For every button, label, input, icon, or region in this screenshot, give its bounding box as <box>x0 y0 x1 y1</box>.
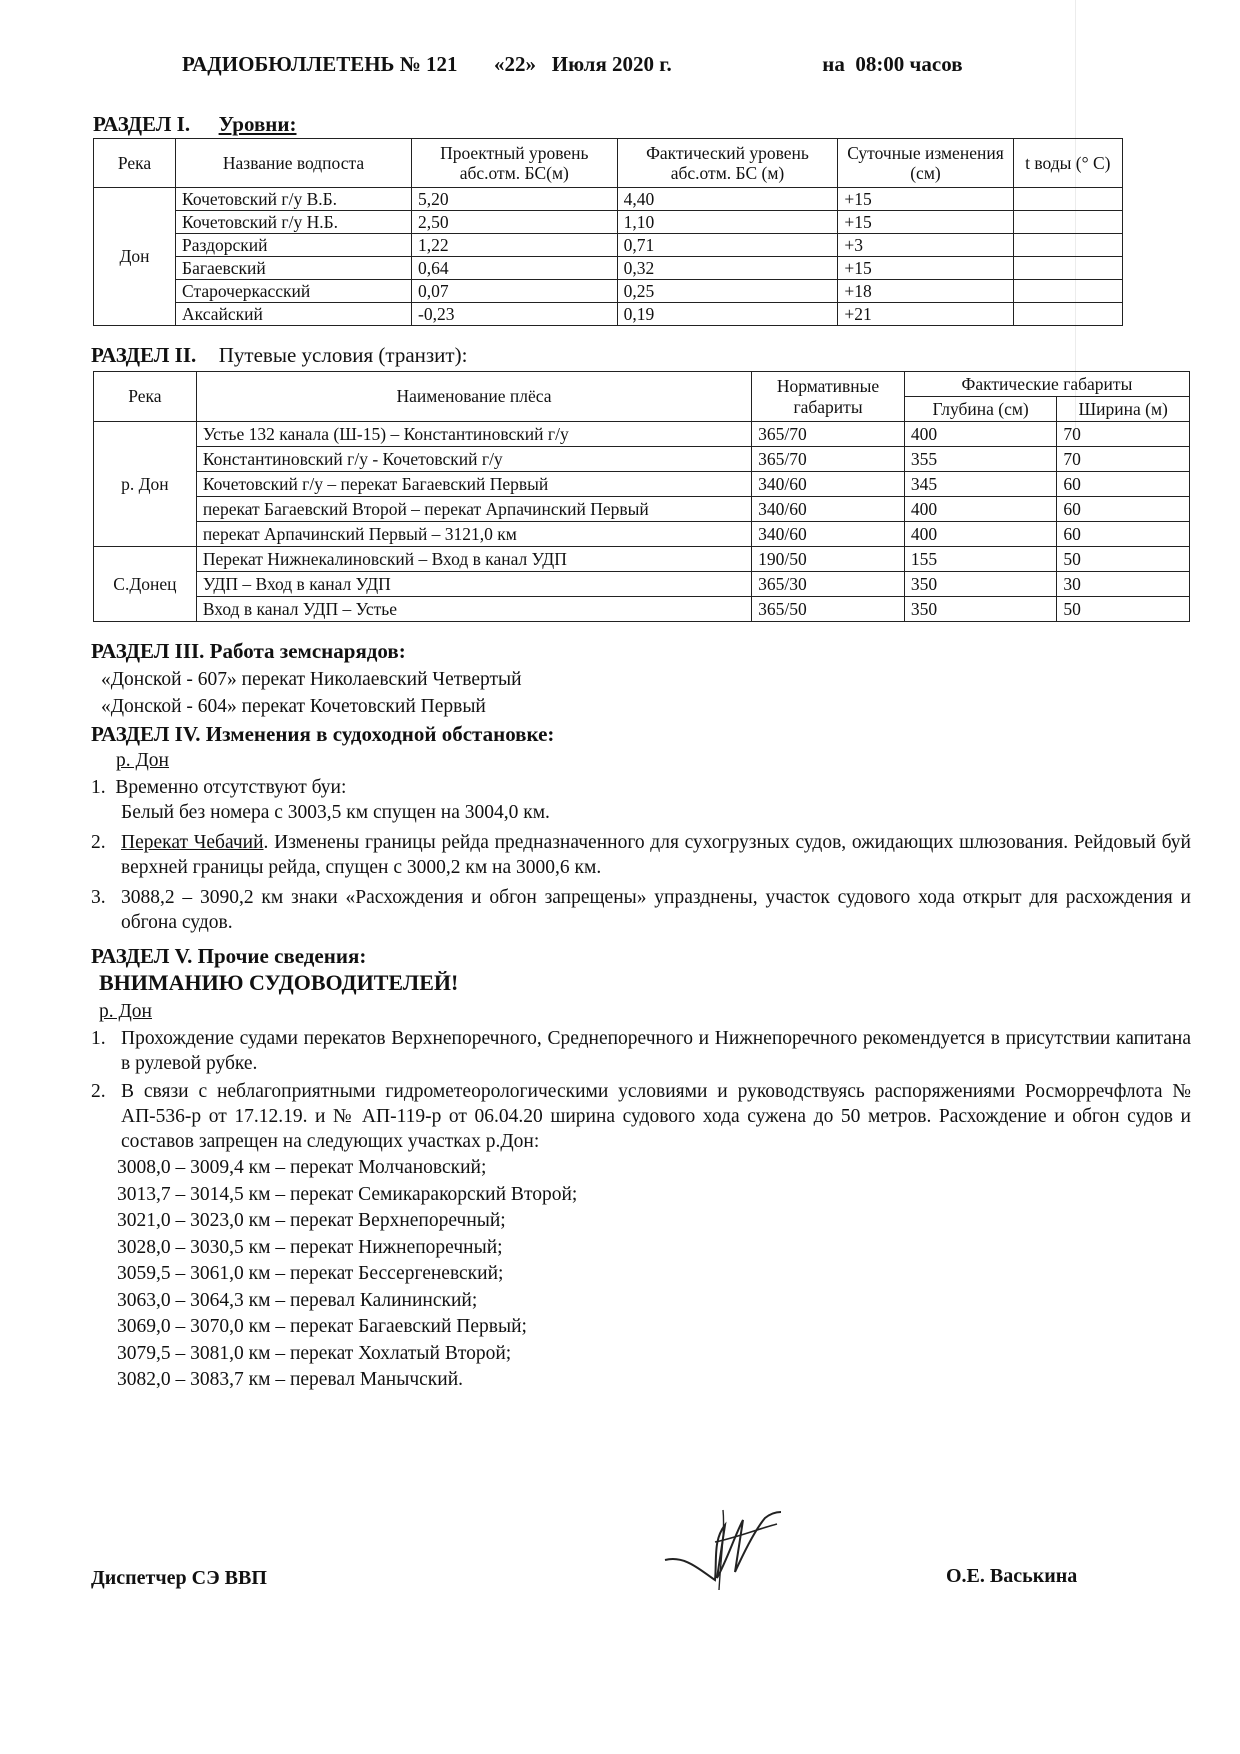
width-cell: 60 <box>1057 522 1190 547</box>
stretch-cell: перекат Арпачинский Первый – 3121,0 км <box>196 522 751 547</box>
levels-col-temp: t воды (° С) <box>1013 139 1122 188</box>
post-cell: Кочетовский г/у Н.Б. <box>176 211 412 234</box>
dredger-list <box>101 666 522 720</box>
depth-cell: 400 <box>904 422 1056 447</box>
norm-cell: 365/30 <box>752 572 905 597</box>
levels-header-row <box>94 139 1123 188</box>
list-item: 3028,0 – 3030,5 км – перекат Нижнепоречный; <box>117 1236 503 1258</box>
list-item: 3008,0 – 3009,4 км – перекат Молчановский; <box>117 1157 487 1178</box>
actual-cell: 0,19 <box>617 303 838 326</box>
change-cell: +15 <box>838 257 1013 280</box>
transit-river-cell: р. Дон <box>94 422 197 547</box>
table-row <box>94 422 1190 447</box>
stretch-cell: Константиновский г/у - Кочетовский г/у <box>196 447 751 472</box>
stretch-cell: Перекат Нижнекалиновский – Вход в канал УДП <box>196 547 751 572</box>
section3-title: РАЗДЕЛ III. Работа земснарядов: <box>91 639 406 663</box>
table-row <box>94 188 1123 211</box>
transit-col-depth: Глубина (см) <box>904 397 1056 422</box>
table-row <box>94 547 1190 572</box>
item-text: 3088,2 – 3090,2 км знаки «Расхождения и обгон запрещены» упразднены, участок судового хода открыт для расхождения и обгона судов. <box>121 887 1191 933</box>
list-item: 3013,7 – 3014,5 км – перекат Семикаракорский Второй; <box>117 1183 578 1205</box>
width-cell: 50 <box>1057 597 1190 622</box>
post-cell: Багаевский <box>176 257 412 280</box>
list-item: 3069,0 – 3070,0 км – перекат Багаевский Первый; <box>117 1316 527 1337</box>
norm-cell: 365/70 <box>752 447 905 472</box>
post-cell: Старочеркасский <box>176 280 412 303</box>
signature-position: Диспетчер СЭ ВВП <box>91 1567 267 1589</box>
depth-cell: 350 <box>904 597 1056 622</box>
norm-cell: 365/50 <box>752 597 905 622</box>
actual-cell: 0,71 <box>617 234 838 257</box>
item-number: 3. <box>91 887 106 908</box>
item-number: 2. <box>91 832 106 853</box>
stretch-cell: Устье 132 канала (Ш-15) – Константиновский г/у <box>196 422 751 447</box>
table-row <box>94 234 1123 257</box>
post-cell: Раздорский <box>176 234 412 257</box>
section1-title: РАЗДЕЛ I. <box>93 112 191 136</box>
table-row <box>94 303 1123 326</box>
temp-cell <box>1013 188 1122 211</box>
project-cell: 5,20 <box>412 188 618 211</box>
list-item: «Донской - 607» перекат Николаевский Четвертый <box>101 669 522 690</box>
section4-item1-text: Белый без номера с 3003,5 км спущен на 3004,0 км. <box>121 802 550 823</box>
table-row <box>94 280 1123 303</box>
section1-subtitle: Уровни: <box>218 112 297 136</box>
norm-cell: 340/60 <box>752 522 905 547</box>
bulletin-time: на 08:00 часов <box>822 52 963 76</box>
stretch-cell: УДП – Вход в канал УДП <box>196 572 751 597</box>
depth-cell: 400 <box>904 497 1056 522</box>
width-cell: 70 <box>1057 422 1190 447</box>
table-row <box>94 597 1190 622</box>
section4-item3 <box>91 885 1191 935</box>
table-row <box>94 447 1190 472</box>
section2-heading <box>91 343 467 368</box>
transit-col-river: Река <box>94 372 197 422</box>
transit-col-normative: Нормативные габариты <box>752 372 905 422</box>
norm-cell: 365/70 <box>752 422 905 447</box>
width-cell: 60 <box>1057 497 1190 522</box>
restricted-stretches-list <box>91 1155 1191 1394</box>
width-cell: 30 <box>1057 572 1190 597</box>
item-text: В связи с неблагоприятными гидрометеорологическими условиями и руководствуясь распоряжениями Росморречфлота № АП-536-р от 17.12.19. и № АП-119-р от 06.04.20 ширина судового хода сужена до 50 метров. Расхождение и обгон судов и составов запрещен на следующих участках р.Дон: <box>121 1081 1191 1152</box>
levels-col-change: Суточные изменения (см) <box>838 139 1013 188</box>
table-row <box>94 572 1190 597</box>
stretch-cell: перекат Багаевский Второй – перекат Арпачинский Первый <box>196 497 751 522</box>
section4-items <box>91 775 1191 935</box>
norm-cell: 190/50 <box>752 547 905 572</box>
item-text: Прохождение судами перекатов Верхнепоречного, Среднепоречного и Нижнепоречного рекомендуется в присутствии капитана в рулевой рубке. <box>121 1028 1191 1074</box>
item-body: . Изменены границы рейда предназначенного для сухогрузных судов, ожидающих шлюзования. Рейдовый буй верхней границы рейда, спущен с 3000,2 км на 3000,6 км. <box>121 832 1191 878</box>
bulletin-title: РАДИОБЮЛЛЕТЕНЬ № 121 <box>182 52 458 76</box>
section4-item2 <box>91 830 1191 880</box>
depth-cell: 155 <box>904 547 1056 572</box>
section5-item2 <box>91 1079 1191 1154</box>
depth-cell: 350 <box>904 572 1056 597</box>
levels-col-project: Проектный уровень абс.отм. БС(м) <box>412 139 618 188</box>
section4-title: РАЗДЕЛ IV. Изменения в судоходной обстановке: <box>91 722 555 746</box>
project-cell: 1,22 <box>412 234 618 257</box>
change-cell: +15 <box>838 211 1013 234</box>
change-cell: +15 <box>838 188 1013 211</box>
depth-cell: 345 <box>904 472 1056 497</box>
norm-cell: 340/60 <box>752 497 905 522</box>
change-cell: +3 <box>838 234 1013 257</box>
depth-cell: 355 <box>904 447 1056 472</box>
transit-col-stretch: Наименование плёса <box>196 372 751 422</box>
transit-col-width: Ширина (м) <box>1057 397 1190 422</box>
actual-cell: 0,32 <box>617 257 838 280</box>
temp-cell <box>1013 257 1122 280</box>
list-item: 3059,5 – 3061,0 км – перекат Бессергеневский; <box>117 1263 504 1284</box>
table-row <box>94 472 1190 497</box>
temp-cell <box>1013 303 1122 326</box>
transit-header-row <box>94 372 1190 397</box>
list-item: 3021,0 – 3023,0 км – перекат Верхнепоречный; <box>117 1210 506 1231</box>
section4-item1-title: 1. Временно отсутствуют буи: <box>91 777 347 798</box>
item-number: 2. <box>91 1081 106 1102</box>
levels-col-actual: Фактический уровень абс.отм. БС (м) <box>617 139 838 188</box>
change-cell: +18 <box>838 280 1013 303</box>
project-cell: 0,07 <box>412 280 618 303</box>
signature-name: О.Е. Васькина <box>946 1565 1078 1587</box>
list-item: 3082,0 – 3083,7 км – перевал Манычский. <box>117 1369 464 1390</box>
table-row <box>94 497 1190 522</box>
project-cell: 2,50 <box>412 211 618 234</box>
bulletin-date: «22» Июля 2020 г. <box>494 52 672 76</box>
actual-cell: 0,25 <box>617 280 838 303</box>
item-link: Перекат Чебачий <box>121 832 264 853</box>
section1-heading <box>93 112 296 137</box>
temp-cell <box>1013 280 1122 303</box>
handwritten-signature <box>655 1500 785 1600</box>
section5-title: РАЗДЕЛ V. Прочие сведения: <box>91 944 367 968</box>
section2-subtitle: Путевые условия (транзит): <box>218 343 468 367</box>
section2-title: РАЗДЕЛ II. <box>91 343 197 367</box>
actual-cell: 1,10 <box>617 211 838 234</box>
width-cell: 50 <box>1057 547 1190 572</box>
width-cell: 70 <box>1057 447 1190 472</box>
table-row <box>94 211 1123 234</box>
section5-item1 <box>91 1026 1191 1076</box>
item-text <box>121 830 1191 880</box>
section5-river: р. Дон <box>99 1001 152 1022</box>
section4-river: р. Дон <box>116 750 169 771</box>
temp-cell <box>1013 234 1122 257</box>
width-cell: 60 <box>1057 472 1190 497</box>
transit-col-actual: Фактические габариты <box>904 372 1189 397</box>
table-row <box>94 257 1123 280</box>
post-cell: Аксайский <box>176 303 412 326</box>
transit-table <box>93 371 1190 622</box>
project-cell: 0,64 <box>412 257 618 280</box>
levels-river-cell: Дон <box>94 188 176 326</box>
table-row <box>94 522 1190 547</box>
section5-items <box>91 1026 1191 1394</box>
list-item: 3079,5 – 3081,0 км – перекат Хохлатый Второй; <box>117 1342 512 1364</box>
levels-table <box>93 138 1123 326</box>
item-number: 1. <box>91 1028 106 1049</box>
post-cell: Кочетовский г/у В.Б. <box>176 188 412 211</box>
stretch-cell: Кочетовский г/у – перекат Багаевский Первый <box>196 472 751 497</box>
list-item: 3063,0 – 3064,3 км – перевал Калининский; <box>117 1289 478 1311</box>
project-cell: -0,23 <box>412 303 618 326</box>
levels-col-post: Название водпоста <box>176 139 412 188</box>
change-cell: +21 <box>838 303 1013 326</box>
bulletin-header <box>182 52 963 77</box>
actual-cell: 4,40 <box>617 188 838 211</box>
attention-heading: ВНИМАНИЮ СУДОВОДИТЕЛЕЙ! <box>99 970 459 995</box>
stretch-cell: Вход в канал УДП – Устье <box>196 597 751 622</box>
temp-cell <box>1013 211 1122 234</box>
levels-col-river: Река <box>94 139 176 188</box>
transit-river-cell: С.Донец <box>94 547 197 622</box>
depth-cell: 400 <box>904 522 1056 547</box>
list-item: «Донской - 604» перекат Кочетовский Первый <box>101 696 486 717</box>
norm-cell: 340/60 <box>752 472 905 497</box>
